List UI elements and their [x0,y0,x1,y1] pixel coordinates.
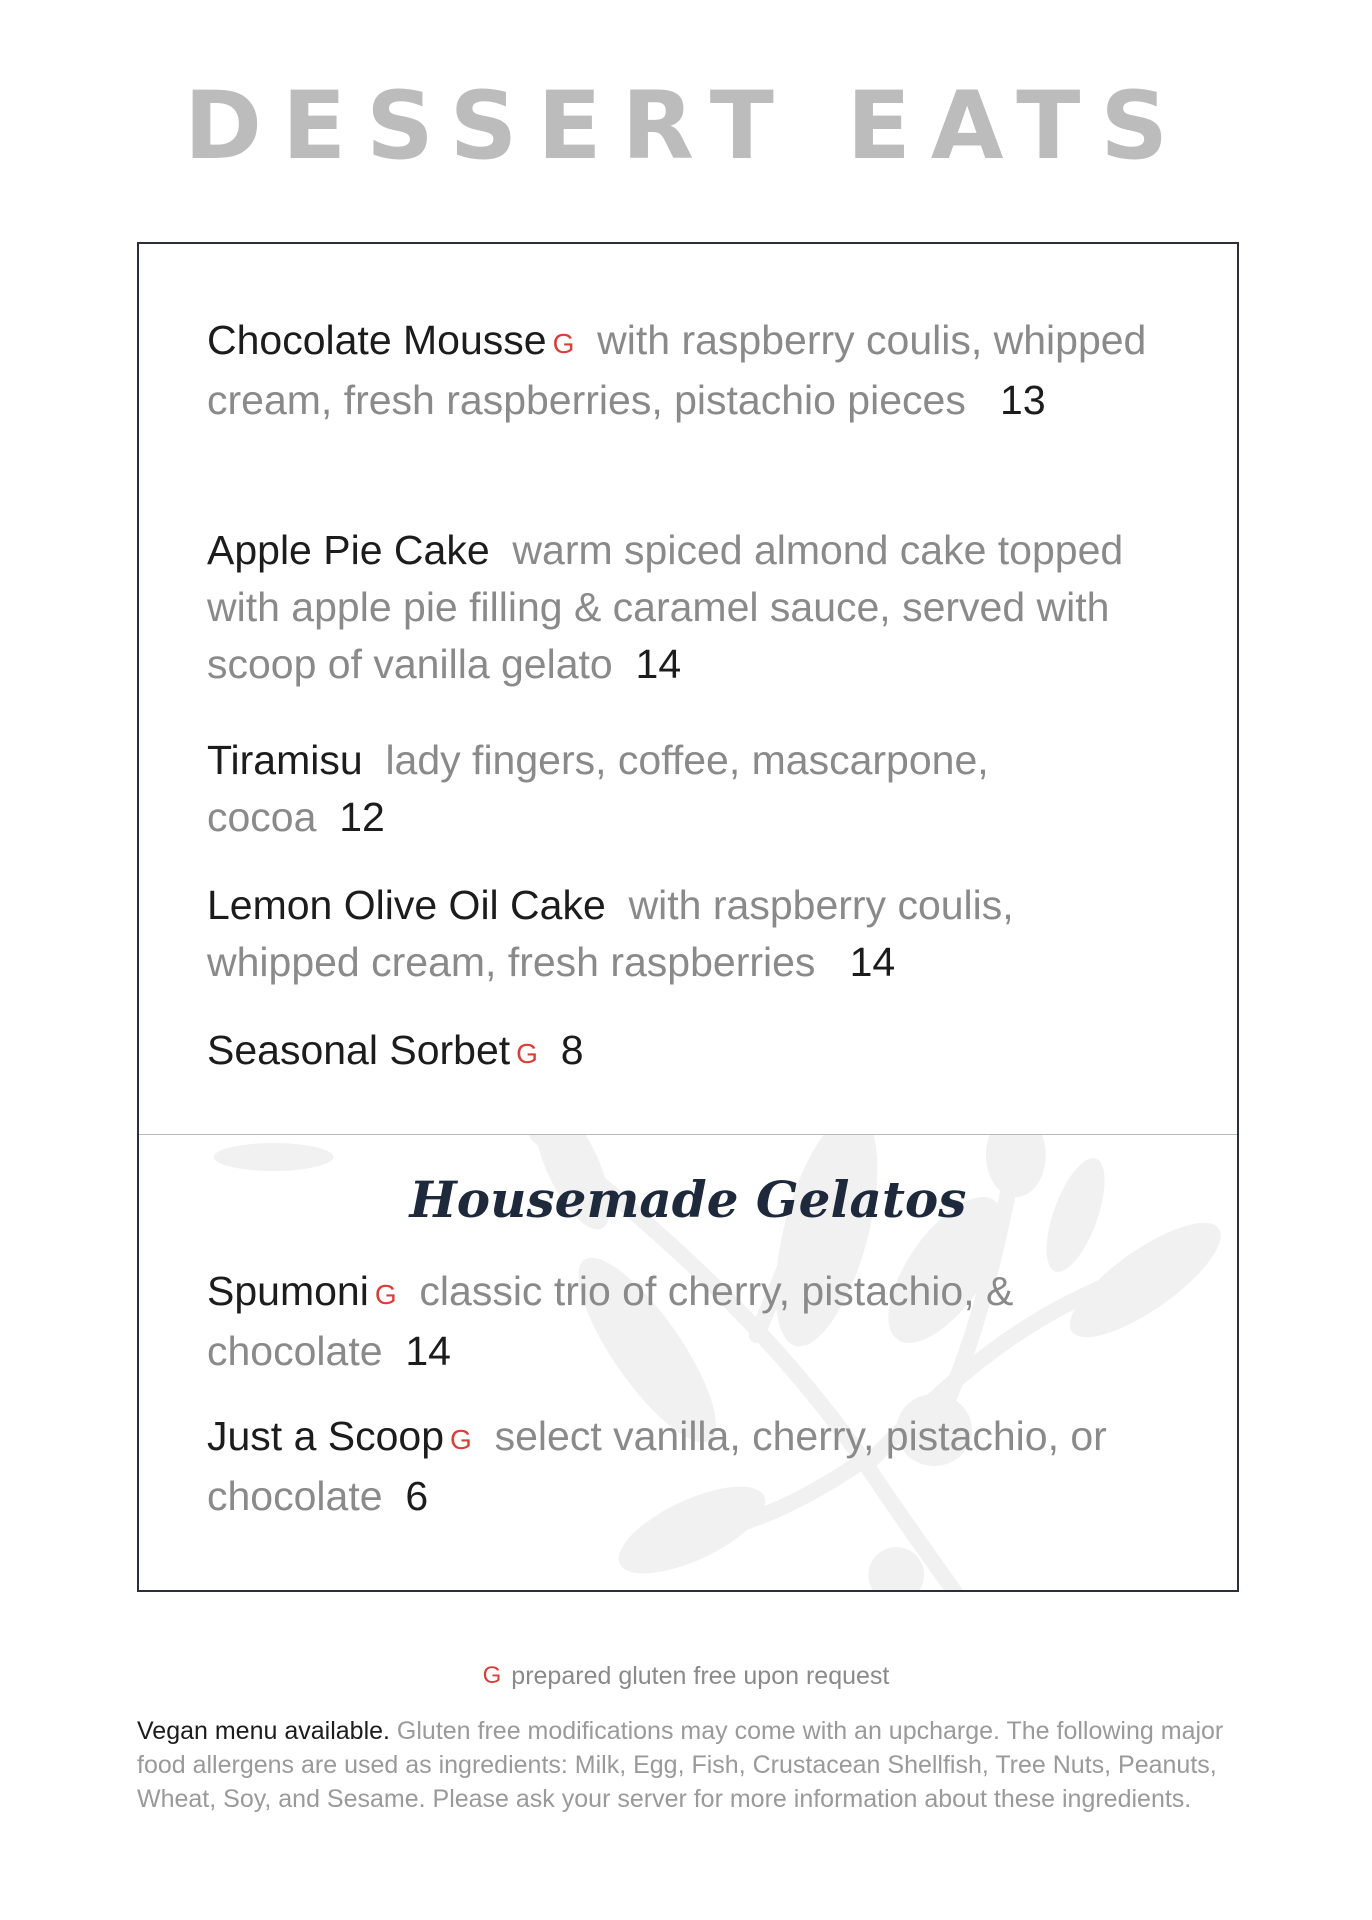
item-price: 13 [1000,377,1046,423]
gelato-section [139,1135,1237,1592]
item-price: 8 [560,1027,584,1073]
gelato-item [207,1408,1147,1525]
item-description: with raspberry coulis, whipped cream, fresh raspberries [207,882,1014,985]
item-name: Seasonal Sorbet [207,1027,511,1073]
gluten-free-legend [0,1662,1372,1691]
item-price: 14 [635,641,682,687]
item-description: lady fingers, coffee, mascarpone, cocoa [207,737,989,840]
item-name: Apple Pie Cake [207,527,490,573]
item-description: classic trio of cherry, pistachio, & chocolate [207,1268,1014,1374]
menu-item [207,877,1147,991]
dessert-list [139,244,1237,1135]
item-name: Chocolate Mousse [207,317,547,363]
item-description: warm spiced almond cake topped with apple pie filling & caramel sauce, served with scoop of vanilla gelato [207,527,1124,687]
gluten-free-marker: G [482,1662,502,1689]
allergen-text: Gluten free modifications may come with an upcharge. The following major food allergens are used as ingredients: Milk, Egg, Fish, Crustacean Shellfish, Tree Nuts, Peanuts, Wheat, Soy, and Sesame. Please ask your server for more information about these ingredients. [137,1717,1224,1813]
item-name: Tiramisu [207,737,363,783]
page-title: DESSERT EATS [183,72,1189,181]
gelato-item [207,1263,1147,1380]
gelato-heading: Housemade Gelatos [409,1170,967,1229]
menu-item [207,312,1147,429]
gluten-free-marker: G [450,1424,472,1455]
allergen-footnote [137,1714,1247,1816]
item-description: with raspberry coulis, whipped cream, fresh raspberries, pistachio pieces [207,317,1147,423]
gluten-free-marker: G [516,1038,538,1069]
item-price: 14 [405,1328,451,1374]
menu-item [207,1022,1147,1082]
menu-item [207,732,1147,846]
item-description: select vanilla, cherry, pistachio, or chocolate [207,1413,1107,1519]
item-name: Lemon Olive Oil Cake [207,882,606,928]
vegan-note: Vegan menu available. [137,1717,390,1745]
gluten-free-marker: G [374,1279,397,1310]
menu-box [137,242,1239,1592]
item-name: Just a Scoop [207,1413,445,1459]
item-price: 12 [339,794,385,840]
item-price: 14 [849,939,896,985]
gluten-free-marker: G [552,328,575,359]
item-price: 6 [405,1473,429,1519]
menu-item [207,522,1147,693]
legend-text: prepared gluten free upon request [511,1662,890,1690]
item-name: Spumoni [207,1268,369,1314]
